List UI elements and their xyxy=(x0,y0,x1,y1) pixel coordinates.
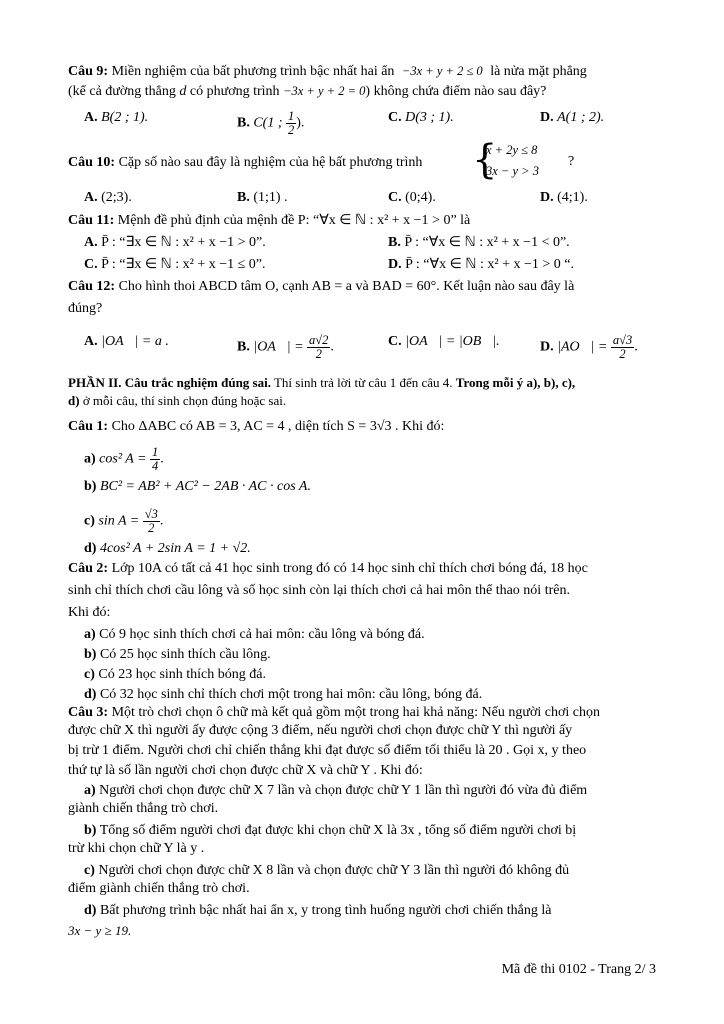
q10-label: Câu 10: xyxy=(68,155,116,170)
part2-desc: Thí sinh trả lời từ câu 1 đến câu 4. xyxy=(273,375,453,390)
p1-a-fraction: $\frac{1}{4}$ xyxy=(152,445,159,473)
p1-label: Câu 1: xyxy=(68,419,109,434)
p1-c[interactable]: c) sin A = $\frac{√3}{2}$ . xyxy=(84,507,164,535)
p3-a-cont: giành chiến thắng trò chơi. xyxy=(68,801,219,816)
q9-equation: −3x + y + 2 = 0 xyxy=(283,84,366,98)
p2-a[interactable]: a) Có 9 học sinh thích chơi cả hai môn: cầu lông và bóng đá. xyxy=(84,627,425,642)
q10-text: Cặp số nào sau đây là nghiệm của hệ bất phương trình xyxy=(118,155,423,170)
q9-option-a[interactable]: A. B(2 ; 1). xyxy=(84,110,149,125)
p3-d-cont: 3x − y ≥ 19. xyxy=(68,923,132,938)
q9-inequality: −3x + y + 2 ≤ 0 xyxy=(401,64,483,78)
q9-option-c[interactable]: C. D(3 ; 1). xyxy=(388,110,454,125)
q10-option-b[interactable]: B. (1;1) . xyxy=(237,190,288,205)
q10-option-d[interactable]: D. (4;1). xyxy=(540,190,588,205)
q12-line2: đúng? xyxy=(68,301,103,316)
q9-label: Câu 9: xyxy=(68,64,109,79)
part2-bold: Trong mỗi ý a), b), c), xyxy=(455,375,576,390)
p1-text: Cho ΔABC có AB = 3, AC = 4 , diện tích S = 3√3 . Khi đó: xyxy=(111,419,445,434)
q9-text: Miền nghiệm của bất phương trình bậc nhất hai ẩn xyxy=(111,64,395,79)
part2-line2 xyxy=(68,392,658,410)
p2-line1 xyxy=(68,560,658,578)
q9-fraction: $\frac{1}{2}$ xyxy=(288,109,295,137)
q12-option-a[interactable]: A. |OA⃗| = a . xyxy=(84,334,169,349)
part2-title: PHẦN II. Câu trắc nghiệm đúng sai. xyxy=(68,375,271,390)
p3-d[interactable]: d) Bất phương trình bậc nhất hai ẩn x, y trong tình huống người chơi chiến thắng là xyxy=(84,903,552,918)
p2-c[interactable]: c) Có 23 học sinh thích bóng đá. xyxy=(84,667,266,682)
q10-option-a[interactable]: A. (2;3). xyxy=(84,190,132,205)
system-brace: { xyxy=(472,137,498,183)
p2-label: Câu 2: xyxy=(68,561,109,576)
p2-text3: Khi đó: xyxy=(68,605,111,620)
q11-option-c[interactable]: C. P̄ : “∃x ∈ ℕ : x² + x −1 ≤ 0”. xyxy=(84,257,266,272)
q12-fraction-d: $\frac{a√3}{2}$ xyxy=(612,333,633,361)
p1-line xyxy=(68,418,658,436)
q10-system-eq1: x + 2y ≤ 8 xyxy=(486,143,538,157)
q9-d: d xyxy=(179,84,187,99)
q12-option-c[interactable]: C. |OA⃗| = |OB⃗|. xyxy=(388,334,500,349)
p1-b[interactable]: b) BC² = AB² + AC² − 2AB · AC · cos A. xyxy=(84,479,311,494)
p1-d[interactable]: d) 4cos² A + 2sin A = 1 + √2. xyxy=(84,541,251,556)
p3-b-cont: trừ khi chọn chữ Y là y . xyxy=(68,841,205,856)
p3-text2: được chữ X thì người ấy được cộng 3 điểm, nếu người chơi chọn được chữ Y thì người ấy xyxy=(68,723,573,738)
q12-fraction-b: $\frac{a√2}{2}$ xyxy=(309,333,329,361)
q11-option-a[interactable]: A. P̄ : “∃x ∈ ℕ : x² + x −1 > 0”. xyxy=(84,235,266,250)
q9-line1 xyxy=(68,62,658,81)
q11-line xyxy=(68,212,658,230)
p2-b[interactable]: b) Có 25 học sinh thích cầu lông. xyxy=(84,647,271,662)
p3-line1 xyxy=(68,704,658,722)
q10-option-c[interactable]: C. (0;4). xyxy=(388,190,436,205)
p3-b[interactable]: b) Tổng số điểm người chơi đạt được khi chọn chữ X là 3x , tổng số điểm người chơi bị xyxy=(84,823,577,838)
p3-label: Câu 3: xyxy=(68,705,109,720)
q10-options xyxy=(84,190,658,212)
p3-text3: bị trừ 1 điểm. Người chơi chỉ chiến thắng khi đạt được số điểm tối thiểu là 20 . Gọi x, y theo xyxy=(68,743,587,758)
q9-option-b[interactable]: B. C(1 ; $\frac{1}{2}$ ). xyxy=(237,109,305,137)
part2-desc2: ở mỗi câu, thí sinh chọn đúng hoặc sai. xyxy=(82,393,287,408)
q12-option-b[interactable]: B. |OA⃗| = $\frac{a√2}{2}$ . xyxy=(237,333,334,361)
q11-option-b[interactable]: B. P̄ : “∀x ∈ ℕ : x² + x −1 < 0”. xyxy=(388,235,570,250)
q9-text-end: là nửa mặt phẳng xyxy=(490,64,587,79)
p1-c-fraction: $\frac{√3}{2}$ xyxy=(144,507,158,535)
q11-label: Câu 11: xyxy=(68,213,115,228)
part2-line1 xyxy=(68,374,658,392)
q9-line2 xyxy=(68,82,658,101)
q9-text3: có phương trình xyxy=(189,84,280,99)
p1-a[interactable]: a) cos² A = $\frac{1}{4}$ . xyxy=(84,445,164,473)
q12-options xyxy=(84,333,658,361)
q10-qmark: ? xyxy=(568,154,575,169)
q9-options xyxy=(84,109,658,137)
part2-d: d) xyxy=(68,393,80,408)
p2-d[interactable]: d) Có 32 học sinh chỉ thích chơi một trong hai môn: cầu lông, bóng đá. xyxy=(84,687,483,702)
page-footer: Mã đề thi 0102 - Trang 2/ 3 xyxy=(501,962,656,977)
p3-text1: Một trò chơi chọn ô chữ mà kết quả gồm một trong hai khả năng: Nếu người chơi chọn xyxy=(111,705,600,720)
q11-text: Mệnh đề phủ định của mệnh đề P: “∀x ∈ ℕ : x² + x −1 > 0” là xyxy=(117,213,471,228)
q12-option-d[interactable]: D. |AO⃗| = $\frac{a√3}{2}$ . xyxy=(540,333,638,361)
p2-text2: sinh chỉ thích chơi cầu lông và số học sinh còn lại thích chơi cả hai môn thể thao nói trên. xyxy=(68,583,570,598)
q12-text: Cho hình thoi ABCD tâm O, cạnh AB = a và BAD = 60°. Kết luận nào sau đây là xyxy=(118,279,575,294)
q9-option-d[interactable]: D. A(1 ; 2). xyxy=(540,110,605,125)
p2-text1: Lớp 10A có tất cả 41 học sinh trong đó có 14 học sinh chỉ thích chơi bóng đá, 18 học xyxy=(111,561,588,576)
q11-options-row2 xyxy=(84,256,658,276)
q9-text4: ) không chứa điểm nào sau đây? xyxy=(365,84,547,99)
p3-text4: thứ tự là số lần người chơi chọn được chữ X và chữ Y . Khi đó: xyxy=(68,763,423,778)
q12-label: Câu 12: xyxy=(68,279,116,294)
q11-options-row1 xyxy=(84,234,658,254)
p3-c-cont: điểm giành chiến thắng trò chơi. xyxy=(68,881,250,896)
p3-a[interactable]: a) Người chơi chọn được chữ X 7 lần và chọn được chữ Y 1 lần thì người đó vừa đủ điểm xyxy=(84,783,588,798)
q12-line1 xyxy=(68,278,658,296)
q9-text2: (kể cả đường thẳng xyxy=(68,84,176,99)
p3-c[interactable]: c) Người chơi chọn được chữ X 8 lần và chọn được chữ Y 3 lần thì người đó không đủ xyxy=(84,863,570,878)
q10-system-eq2: 3x − y > 3 xyxy=(486,164,539,178)
q11-option-d[interactable]: D. P̄ : “∀x ∈ ℕ : x² + x −1 > 0 “. xyxy=(388,257,574,272)
